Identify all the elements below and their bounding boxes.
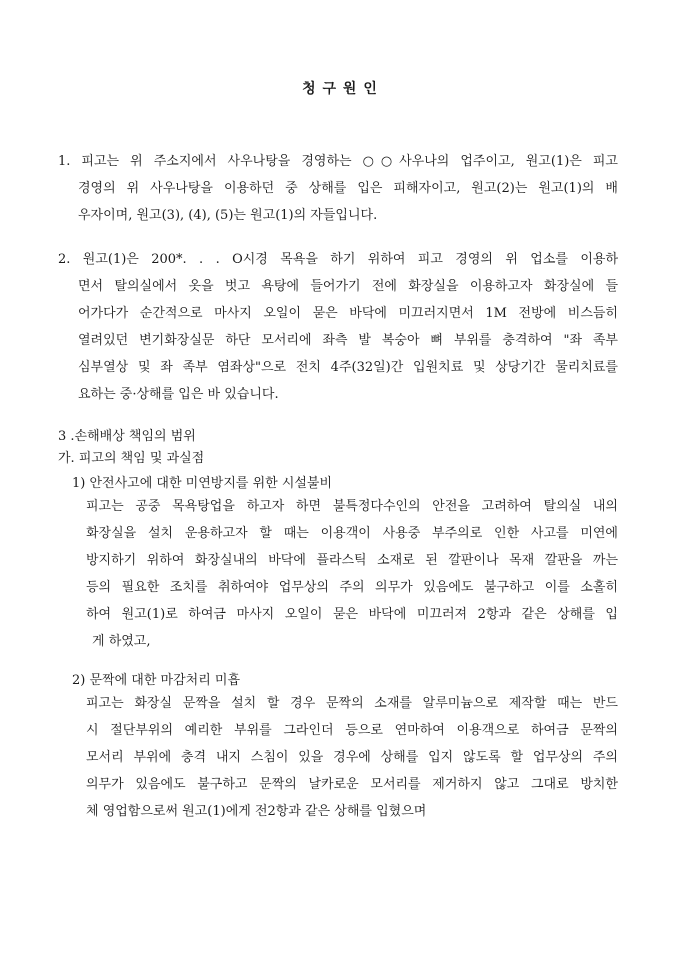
paragraph-line: 열려있던 변기화장실문 하단 모서리에 좌측 발 복숭아 뼈 부위를 충격하여 "좌 족부 bbox=[78, 333, 618, 348]
paragraph-line: 하여 원고(1)로 하여금 마사지 오일이 묻은 바닥에 미끄러져 2항과 같은 상해를 입 bbox=[86, 607, 618, 622]
item-body-safety-facilities bbox=[86, 493, 618, 655]
paragraph-line: 요하는 중·상해를 입은 바 있습니다. bbox=[78, 387, 279, 402]
paragraph-line: 경영의 위 사우나탕을 이용하던 중 상해를 입은 피해자이고, 원고(2)는 원고(1)의 배 bbox=[78, 181, 618, 196]
paragraph-line: 등의 필요한 조치를 취하여야 업무상의 주의 의무가 있음에도 불구하고 이를 소홀히 bbox=[86, 580, 618, 595]
paragraph-line: 피고는 화장실 문짝을 설치 할 경우 문짝의 소재를 알루미늄으로 제작할 때는 반드 bbox=[86, 696, 618, 711]
paragraph-line: 모서리 부위에 충격 내지 스침이 있을 경우에 상해를 입지 않도록 할 업무상의 주의 bbox=[86, 750, 618, 765]
paragraph-line: 게 하였고, bbox=[92, 634, 151, 649]
paragraph-line: 피고는 공중 목욕탕업을 하고자 하면 불특정다수인의 안전을 고려하여 탈의실 내의 bbox=[86, 499, 618, 514]
paragraph-line: 1. 피고는 위 주소지에서 사우나탕을 경영하는 ○○사우나의 업주이고, 원고(1)은 피고 bbox=[58, 154, 618, 169]
paragraph-line: 심부열상 및 좌 족부 염좌상"으로 전치 4주(32일)간 입원치료 및 상당기간 물리치료를 bbox=[78, 360, 618, 375]
paragraph-line: 체 영업함으로써 원고(1)에게 전2항과 같은 상해를 입혔으며 bbox=[86, 804, 427, 819]
paragraph-parties bbox=[58, 148, 618, 229]
subsection-heading-fault: 가. 피고의 책임 및 과실점 bbox=[58, 451, 205, 466]
paragraph-line: 시 절단부위의 예리한 부위를 그라인더 등으로 연마하여 이용객으로 하여금 문짝의 bbox=[86, 723, 618, 738]
paragraph-line: 2. 원고(1)은 200*. . . O시경 목욕을 하기 위하여 피고 경영의 위 업소를 이용하 bbox=[58, 252, 618, 267]
paragraph-line: 우자이며, 원고(3), (4), (5)는 원고(1)의 자들입니다. bbox=[78, 208, 378, 223]
paragraph-line: 방지하기 위하여 화장실내의 바닥에 플라스틱 소재로 된 깔판이나 목재 깔판을 까는 bbox=[86, 553, 618, 568]
paragraph-incident bbox=[58, 246, 618, 408]
paragraph-line: 화장실을 설치 운용하고자 할 때는 이용객이 사용중 부주의로 인한 사고를 미연에 bbox=[86, 526, 618, 541]
section-heading-liability-scope: 3 .손해배상 책임의 범위 bbox=[58, 429, 196, 444]
item-heading-safety-facilities: 1) 안전사고에 대한 미연방지를 위한 시설불비 bbox=[72, 476, 333, 491]
paragraph-line: 의무가 있음에도 불구하고 문짝의 날카로운 모서리를 제거하지 않고 그대로 방치한 bbox=[86, 777, 618, 792]
document-title: 청 구 원 인 bbox=[302, 81, 378, 97]
item-body-door-finishing bbox=[86, 690, 618, 825]
paragraph-line: 면서 탈의실에서 옷을 벗고 욕탕에 들어가기 전에 화장실을 이용하고자 화장실에 들 bbox=[78, 279, 618, 294]
paragraph-line: 어가다가 순간적으로 마사지 오일이 묻은 바닥에 미끄러지면서 1M 전방에 비스듬히 bbox=[78, 306, 618, 321]
item-heading-door-finishing: 2) 문짝에 대한 마감처리 미흡 bbox=[72, 673, 241, 688]
